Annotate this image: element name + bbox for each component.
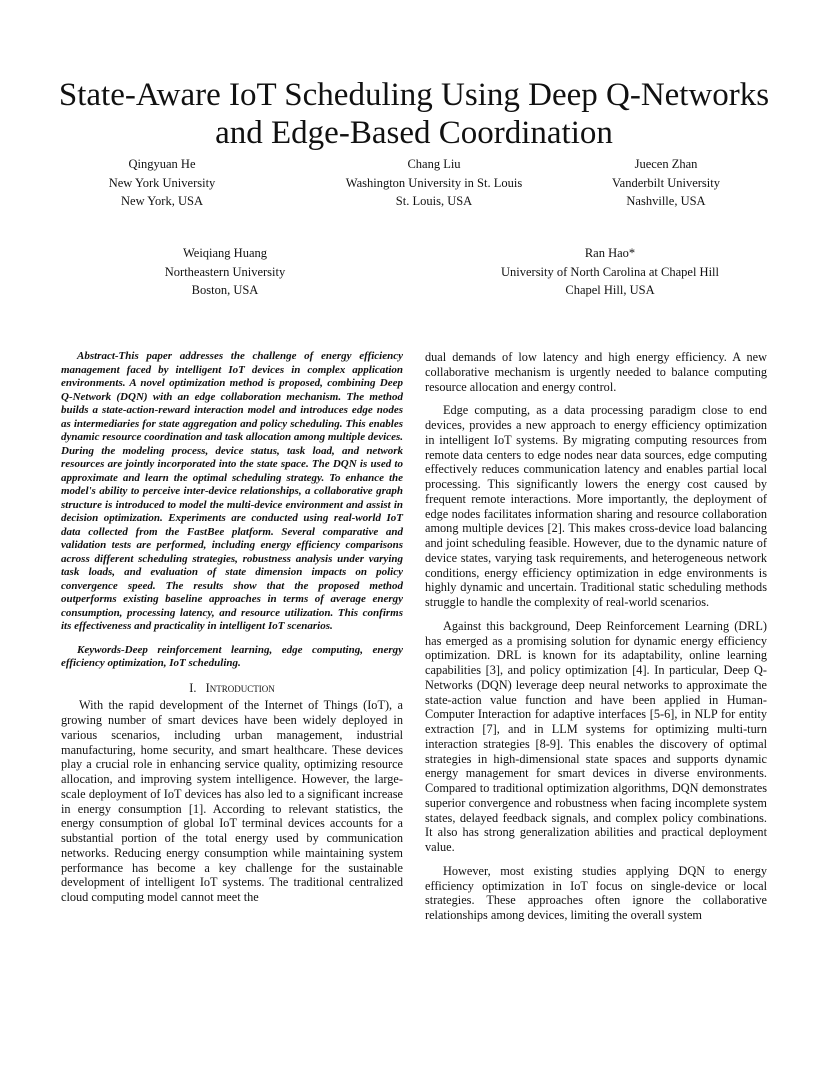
author-block [460, 244, 760, 300]
author-name: Juecen Zhan [634, 157, 698, 171]
paper-title: State-Aware IoT Scheduling Using Deep Q-Networks and Edge-Based Coordination [58, 77, 770, 151]
right-column [425, 350, 767, 923]
author-block [62, 155, 262, 211]
author-affiliation: Northeastern University [164, 264, 286, 279]
author-affiliation: Washington University in St. Louis [345, 175, 523, 190]
author-location: Nashville, USA [626, 194, 706, 208]
author-location: St. Louis, USA [395, 194, 473, 208]
section-heading [61, 681, 403, 696]
left-column [61, 350, 403, 905]
author-affiliation: New York University [108, 175, 216, 190]
body-paragraph: Edge computing, as a data processing paradigm close to end devices, provides a new approach to energy efficiency optimization in intelligent IoT systems. By migrating computing resources from remote data centers to edge nodes near data sources, edge computing effectively reduces communication latency and enables partial local processing. This significantly lowers the energy cost caused by frequent remote interactions. More importantly, the deployment of edge nodes facilitates information sharing and resource collaboration among multiple devices [2]. This makes cross-device load balancing and joint scheduling feasible. However, due to the dynamic nature of device states, varying task requirements, and heterogeneous network conditions, energy efficiency optimization in edge environments is highly dynamic and uncertain. Traditional static scheduling methods struggle to handle the complexity of real-world scenarios. [425, 403, 767, 609]
author-block [125, 244, 325, 300]
author-name: Weiqiang Huang [182, 246, 268, 260]
author-block [566, 155, 766, 211]
author-affiliation: University of North Carolina at Chapel Hill [500, 264, 719, 279]
body-paragraph: dual demands of low latency and high energy efficiency. A new collaborative mechanism is urgently needed to balance computing resource allocation and energy control. [425, 350, 767, 394]
author-location: Chapel Hill, USA [565, 283, 655, 297]
body-paragraph: However, most existing studies applying DQN to energy efficiency optimization in IoT focus on single-device or local strategies. These approaches often ignore the collaborative relationships among devices, limiting the overall system [425, 863, 767, 922]
section-title: Introduction [205, 680, 275, 695]
author-name: Chang Liu [407, 157, 461, 171]
section-number: I. [189, 680, 197, 695]
author-location: Boston, USA [191, 283, 259, 297]
abstract: Abstract-This paper addresses the challenge of energy efficiency management faced by intelligent IoT devices in complex application environments. A novel optimization method is proposed, combining Deep Q-Network (DQN) with an edge collaboration mechanism. The method builds a state-action-reward interaction model and introduces edge nodes as intermediaries for state aggregation and policy scheduling. This enables dynamic resource coordination and task allocation among multiple devices. During the modeling process, device status, task load, and network resources are jointly incorporated into the state space. The DQN is used to approximate and learn the optimal scheduling strategy. To enhance the model's ability to perceive inter-device relationships, a collaborative graph structure is introduced to model the multi-device environment and assist in decision optimization. Experiments are conducted using real-world IoT data collected from the FastBee platform. Several comparative and validation tests are performed, including energy efficiency comparisons across different scheduling strategies, robustness analysis under varying task loads, and evaluation of state dimension impacts on policy convergence speed. The results show that the proposed method outperforms existing baseline approaches in terms of average energy consumption, processing latency, and resource utilization. This confirms its effectiveness and practicality in intelligent IoT scenarios. [61, 350, 403, 632]
keywords: Keywords-Deep reinforcement learning, edge computing, energy efficiency optimization, IoT scheduling. [61, 643, 403, 669]
author-location: New York, USA [121, 194, 203, 208]
body-paragraph: With the rapid development of the Internet of Things (IoT), a growing number of smart devices have been widely deployed in various scenarios, including urban management, industrial manufacturing, home security, and smart healthcare. These devices play a crucial role in enhancing service quality, optimizing resource allocation, and improving system intelligence. However, the large-scale deployment of IoT devices has also led to a significant increase in energy consumption [1]. According to relevant statistics, the energy consumption of global IoT terminal devices accounts for a substantial portion of the total energy used by communication networks. Reducing energy consumption while maintaining system performance has become a key challenge for the sustainable development of intelligent IoT systems. The traditional centralized cloud computing model cannot meet the [61, 698, 403, 904]
author-affiliation: Vanderbilt University [612, 175, 720, 190]
body-paragraph: Against this background, Deep Reinforcement Learning (DRL) has emerged as a promising solution for dynamic energy efficiency optimization. DRL is known for its adaptability, online learning capabilities [3], and policy optimization [4]. In particular, Deep Q-Networks (DQN) leverage deep neural networks to approximate the state-action value function and have been applied in Human-Computer Interaction for adaptive interfaces [5-6], in NLP for entity extraction [7], and in LLM systems for optimizing multi-turn interaction strategies [8-9]. This enables the discovery of optimal strategies in high-dimensional state spaces and supports dynamic energy management for smart devices in diverse environments. Compared to traditional optimization algorithms, DQN demonstrates superior convergence and robustness when facing incomplete system states, delayed feedback signals, and complex policy combinations. It also has strong generalization abilities and practical deployment value. [425, 618, 767, 854]
author-name: Qingyuan He [128, 157, 196, 171]
author-block [314, 155, 554, 211]
author-name: Ran Hao* [584, 246, 636, 260]
